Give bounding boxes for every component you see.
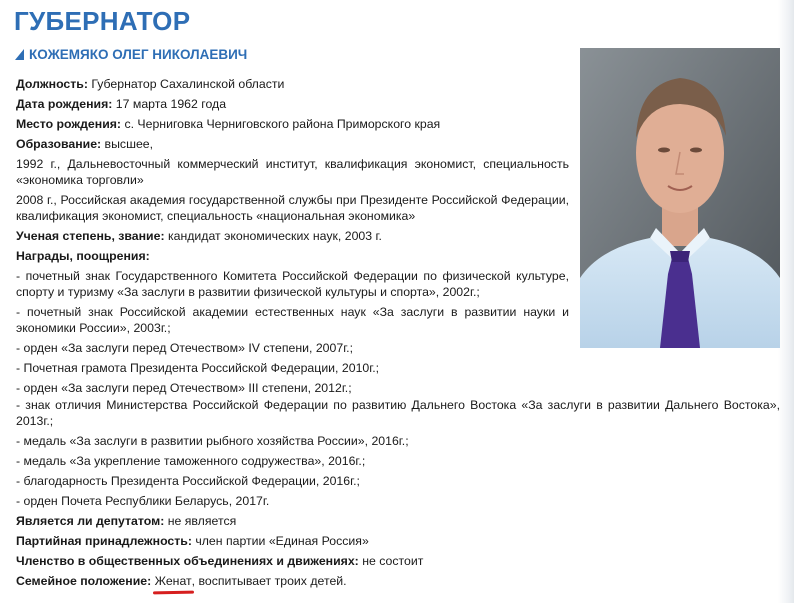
- party-row: Партийная принадлежность: член партии «Единая Россия»: [16, 534, 369, 548]
- education-entry: 2008 г., Российская академия государственной службы при Президенте Российской Федерации, квалификация экономист, специальность «национальная экономика»: [16, 193, 569, 223]
- person-name: КОЖЕМЯКО ОЛЕГ НИКОЛАЕВИЧ: [29, 47, 248, 62]
- bio-section-continued: [16, 397, 780, 593]
- birth-date-row: Дата рождения: 17 марта 1962 года: [16, 97, 227, 111]
- degree-row: Ученая степень, звание: кандидат экономических наук, 2003 г.: [16, 229, 382, 243]
- award-item: - благодарность Президента Российской Федерации, 2016г.;: [16, 474, 360, 488]
- red-underline-highlight: Женат: [154, 574, 192, 588]
- page-title: ГУБЕРНАТОР: [14, 6, 191, 36]
- award-item: - медаль «За заслуги в развитии рыбного хозяйства России», 2016г.;: [16, 434, 409, 448]
- page-edge-shadow: [778, 0, 794, 603]
- award-item: - орден Почета Республики Беларусь, 2017г.: [16, 494, 270, 508]
- deputy-row: Является ли депутатом: не является: [16, 514, 237, 528]
- award-item: - почетный знак Государственного Комитета Российской Федерации по физической культуре, спорту и туризму «За заслуги в развитии физической культуры и спорта», 2002г.;: [16, 269, 569, 299]
- award-item: - Почетная грамота Президента Российской Федерации, 2010г.;: [16, 361, 380, 375]
- award-item: - медаль «За укрепление таможенного содружества», 2016г.;: [16, 454, 366, 468]
- governor-portrait-photo: [580, 48, 780, 348]
- corner-arrow-icon: [15, 49, 24, 60]
- education-entry: 1992 г., Дальневосточный коммерческий институт, квалификация экономист, специальность «экономика торговли»: [16, 157, 569, 187]
- award-item: - знак отличия Министерства Российской Федерации по развитию Дальнего Востока «За заслуги в развитии Дальнего Востока», 2013г.;: [16, 398, 780, 428]
- education-row: Образование: высшее,: [16, 137, 154, 151]
- award-item: - орден «За заслуги перед Отечеством» III степени, 2012г.;: [16, 381, 352, 395]
- birth-place-row: Место рождения: с. Черниговка Черниговского района Приморского края: [16, 117, 441, 131]
- position-row: Должность: Губернатор Сахалинской области: [16, 77, 285, 91]
- awards-heading: Награды, поощрения:: [16, 249, 150, 263]
- bio-section: [16, 76, 569, 400]
- award-item: - орден «За заслуги перед Отечеством» IV степени, 2007г.;: [16, 341, 354, 355]
- award-item: - почетный знак Российской академии естественных наук «За заслуги в развитии науки и экономики России», 2003г.;: [16, 305, 569, 335]
- family-row: Семейное положение: Женат, воспитывает троих детей.: [16, 574, 347, 588]
- membership-row: Членство в общественных объединениях и движениях: не состоит: [16, 554, 424, 568]
- person-name-heading: [15, 47, 247, 62]
